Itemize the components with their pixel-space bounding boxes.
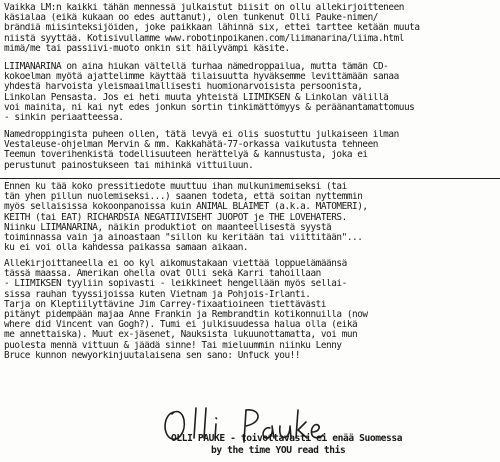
paragraph-allekirjoittaneella (4, 259, 498, 361)
text-line: tässä maassa. Amerikan ohella ovat Olli sekä Karri tahoillaan (4, 269, 321, 280)
text-line: Teemun toverihenkistä todellisuuteen herättelyä & kannustusta, joka ei (4, 150, 368, 161)
paragraph-namedropping (4, 130, 498, 171)
text-line: Linkolan Pensasta. Jos ei heti muuta yhteistä LIIMIKSEN & Linkolan välillä (4, 92, 389, 103)
text-line: mimä/me tai passiivi-muoto onkin sit häilyvämpi käsite. (4, 43, 290, 54)
text-line: Namedroppingista puheen ollen, tätä levyä ei olis suostuttu julkaiseen ilman (4, 130, 399, 140)
text-line: - LIIMIKSEN tyyliin sopivasti - leikkineet hengellään myös sellai- (4, 279, 347, 290)
text-line: perustunut painostukseen tai mihinkä vittuiluun. (4, 160, 254, 171)
text-line: Niinku LIIMANARINA, näikin produktiot on maanteellisestä syystä (4, 222, 332, 233)
text-line: tän yhen pillun nuolemiseksi...) saanen todeta, että soitan nyttemmin (4, 192, 363, 203)
paragraph-ennen (4, 182, 498, 253)
text-line: Vestaleuse-ohjelman Mervin & mm. Kakkahätä-77-orkassa vaikutusta tehneen (4, 140, 378, 151)
text-line: Tarja on Kleptiilyttävine Jim Carrey-fixaatioineen tiettävästi (4, 299, 327, 310)
text-line: LIIMANARINA on aina hiukan vältellä turhaa nämedroppailua, mutta tämän CD- (4, 62, 389, 72)
text-line: where did Vincent van Gogh?). Tumi ei julkisuudessa halua olla (eikä (4, 320, 358, 331)
text-line: me annettaiska). Muut ex-jäsenet, Nauksista lukuunottamatta, voi mun (4, 330, 358, 341)
text-line: kokoelman myötä ajattelimme käyttää tilaisuutta hyväksemme levittämään sanaa (4, 72, 399, 83)
text-line: voi mainita, ni kai nyt edes jonkun sortin tinkimättömyys & peräänantamattomuus (4, 102, 415, 113)
text-line: käsialaa (eikä kukaan oo edes auttanut), olen tunkenut Olli Pauke-nimen/ (4, 13, 378, 24)
text-line: puolesta mennä vittuun & jäädä sinne! Tai mieluummin niinku Lenny (4, 340, 342, 351)
text-line: sissa rauhan tyyssijoissa kuten Vietnam ja Pohjois-Irlanti. (4, 289, 311, 300)
sender-name-line: OLLI PAUKE - toivottavasti ei enää Suomessa (171, 433, 403, 444)
text-line: Allekirjoittaneella ei oo kyl aikomustakaan viettää loppuelämäänsä (4, 259, 347, 269)
sender-note-line: by the time YOU read this (211, 445, 346, 456)
text-line: ku ei voi olla kahdessa paikassa samaan aikaan. (4, 243, 249, 254)
paragraph-liimanarina (4, 62, 498, 123)
text-line: - sinkin periaatteessa. (4, 113, 124, 124)
text-line: KEITH (tai EAT) RICHARDSIA NEGATIIVISEHT JUOPOT je THE LOVEHATERS. (4, 212, 347, 223)
text-line: myös sellaisissa kokoonpanoissa kuin ANIMAL BLAIMET (a.k.a. MATOMERI), (4, 202, 368, 213)
text-line: brändiä miisinteksijöiden, joke paikkaan lähinnä six, ettei tarttee ketään muuta (4, 23, 420, 34)
divider-line (0, 178, 500, 179)
text-line: Ennen ku tää koko pressitiedote muuttuu ihan mulkunimemiseksi (tai (4, 182, 347, 192)
text-line: yhdestä harvoista yleismaailmallisesti huomionarvoisista persoonista, (4, 82, 363, 93)
text-line: Vaikka LM:n kaikki tähän mennessä julkaistut biisit on ollu allekirjoitteneen (4, 3, 404, 13)
text-line: toiminnassa vain ja ainoastaan "sillon ku keritään tai viittitään"... (4, 233, 363, 244)
paragraph-intro (4, 3, 498, 54)
text-line: Bruce kunnon newyorkinjuutalaisena sen sano: Unfuck you!! (4, 350, 301, 361)
text-line: pitänyt pidempään majaa Anne Frankin ja Rembrandtin kotikonnuilla (now (4, 310, 368, 321)
text-line: niistä syyttää. Kotisivullamme www.robotinpoikanen.com/liimanarina/liima.html (4, 33, 404, 44)
